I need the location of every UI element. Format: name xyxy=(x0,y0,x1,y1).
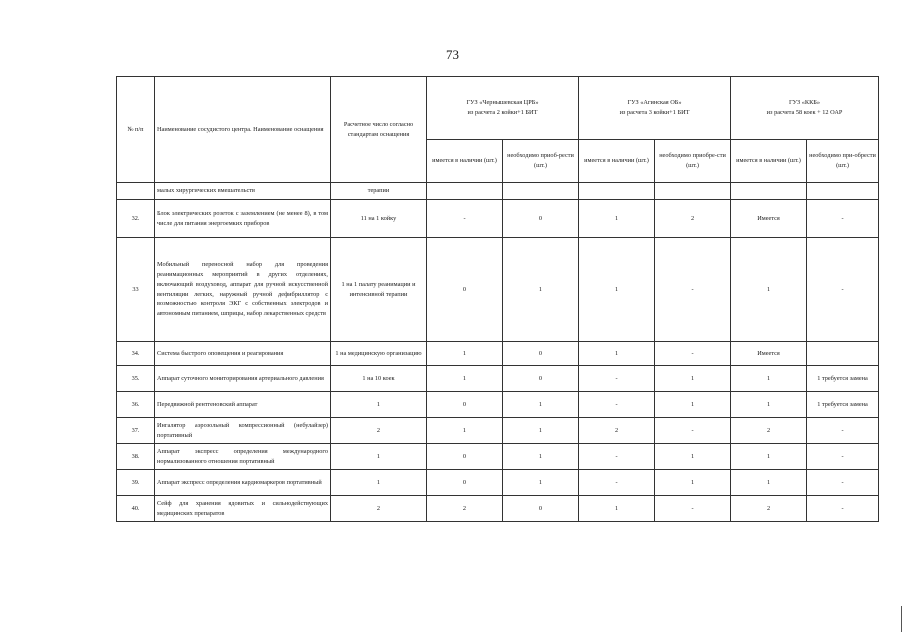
cell-value: - xyxy=(807,238,879,342)
cell-value: 1 xyxy=(427,418,503,444)
cell-value xyxy=(427,183,503,200)
header-needed: необходимо при-обрести (шт.) xyxy=(807,140,879,183)
cell-value: - xyxy=(579,444,655,470)
row-number: 38. xyxy=(117,444,155,470)
row-name: Система быстрого оповещения и реагирования xyxy=(155,342,331,366)
row-number: 34. xyxy=(117,342,155,366)
cell-value: 2 xyxy=(579,418,655,444)
cell-value xyxy=(807,183,879,200)
page-number: 73 xyxy=(446,47,459,62)
group-title: ГУЗ «Чернышевская ЦРБ» xyxy=(466,99,539,107)
row-name: Передвижной рентгеновский аппарат xyxy=(155,392,331,418)
cell-value: 0 xyxy=(503,200,579,238)
header-available: имеется в наличии (шт.) xyxy=(579,140,655,183)
cell-value: Имеется xyxy=(731,200,807,238)
row-number: 35. xyxy=(117,366,155,392)
row-norm: 1 xyxy=(331,470,427,496)
header-col-norm: Расчетное число согласно стандартам оснащения xyxy=(331,77,427,183)
table-row xyxy=(117,444,879,470)
row-number: 40. xyxy=(117,496,155,522)
cell-value xyxy=(579,183,655,200)
cell-value: 1 xyxy=(579,342,655,366)
row-norm: 1 на 1 палату реанимации и интенсивной терапии xyxy=(331,238,427,342)
cell-value: - xyxy=(807,444,879,470)
cell-value xyxy=(503,183,579,200)
row-name: Блок электрических розеток с заземлением (не менее 8), в том числе для питания энергоемких приборов xyxy=(155,200,331,238)
table-row xyxy=(117,418,879,444)
row-number: 33 xyxy=(117,238,155,342)
table-row xyxy=(117,392,879,418)
row-name: малых хирургических вмешательств xyxy=(155,183,331,200)
group-title: ГУЗ «ККБ» xyxy=(788,99,821,107)
cell-value: - xyxy=(807,418,879,444)
cell-value: 1 xyxy=(731,392,807,418)
row-name: Аппарат суточного мониторирования артериального давления xyxy=(155,366,331,392)
cell-value: 1 xyxy=(579,238,655,342)
header-group-kkb xyxy=(731,77,879,140)
cell-value: 1 xyxy=(655,470,731,496)
cell-value: - xyxy=(579,392,655,418)
cell-value: 1 требуется замена xyxy=(807,366,879,392)
cell-value: 1 xyxy=(579,496,655,522)
table-row xyxy=(117,342,879,366)
cell-value: 1 xyxy=(731,238,807,342)
cell-value: 1 xyxy=(503,238,579,342)
cell-value: 0 xyxy=(427,470,503,496)
cell-value: - xyxy=(655,418,731,444)
cell-value: - xyxy=(579,470,655,496)
cell-value: 0 xyxy=(427,444,503,470)
cell-value: - xyxy=(427,200,503,238)
cell-value: 1 xyxy=(655,444,731,470)
row-name: Сейф для хранения ядовитых и сильнодействующих медицинских препаратов xyxy=(155,496,331,522)
cell-value: 1 xyxy=(579,200,655,238)
cell-value: 0 xyxy=(427,238,503,342)
row-number: 39. xyxy=(117,470,155,496)
cell-value: 0 xyxy=(503,342,579,366)
header-needed: необходимо приобре-сти (шт.) xyxy=(655,140,731,183)
cell-value: - xyxy=(579,366,655,392)
group-title: ГУЗ «Агинская ОБ» xyxy=(627,99,682,107)
cell-value: 0 xyxy=(503,496,579,522)
table-row xyxy=(117,470,879,496)
cell-value xyxy=(807,342,879,366)
header-available: имеется в наличии (шт.) xyxy=(427,140,503,183)
cell-value: 1 xyxy=(503,470,579,496)
cell-value: 1 xyxy=(503,444,579,470)
cell-value: - xyxy=(807,470,879,496)
row-norm: 2 xyxy=(331,496,427,522)
cell-value: 1 xyxy=(655,366,731,392)
row-name: Мобильный переносной набор для проведения реанимационных мероприятий в других отделениях, включающий воздуховод, аппарат для ручной искусственной вентиляции легких, наружный ручной дефибриллятор с возможностью контроля ЭКГ с собственных электродов и автономным питанием, шприцы, набор лекарственных средств xyxy=(155,238,331,342)
row-number: 37. xyxy=(117,418,155,444)
row-norm: 11 на 1 койку xyxy=(331,200,427,238)
header-group-chernyshevsk xyxy=(427,77,579,140)
cell-value: Имеется xyxy=(731,342,807,366)
cell-value: - xyxy=(807,200,879,238)
cell-value: 1 xyxy=(427,342,503,366)
header-col-name: Наименование сосудистого центра. Наименование оснащения xyxy=(155,77,331,183)
cell-value: 1 xyxy=(427,366,503,392)
cell-value: 1 требуется замена xyxy=(807,392,879,418)
cell-value: 2 xyxy=(731,418,807,444)
table-row xyxy=(117,366,879,392)
cell-value: - xyxy=(807,496,879,522)
page-edge-line xyxy=(901,606,902,632)
group-subtitle: из расчета 2 койки+1 БИТ xyxy=(467,109,538,116)
header-col-number: № п/п xyxy=(117,77,155,183)
cell-value xyxy=(731,183,807,200)
cell-value: 1 xyxy=(655,392,731,418)
cell-value: 1 xyxy=(731,444,807,470)
row-norm: терапии xyxy=(331,183,427,200)
group-subtitle: из расчета 3 койки+1 БИТ xyxy=(619,109,690,116)
cell-value: 1 xyxy=(503,392,579,418)
table-row xyxy=(117,183,879,200)
row-number: 32. xyxy=(117,200,155,238)
row-norm: 1 xyxy=(331,392,427,418)
table-row xyxy=(117,496,879,522)
group-subtitle: из расчета 58 коек + 12 ОАР xyxy=(766,109,843,116)
cell-value: - xyxy=(655,496,731,522)
cell-value xyxy=(655,183,731,200)
table-row xyxy=(117,238,879,342)
table-row xyxy=(117,200,879,238)
row-norm: 1 xyxy=(331,444,427,470)
cell-value: 1 xyxy=(503,418,579,444)
header-group-aginsk xyxy=(579,77,731,140)
equipment-table xyxy=(116,76,879,522)
row-name: Аппарат экспресс определения международного нормализованного отношения портативный xyxy=(155,444,331,470)
row-norm: 1 на медицинскую организацию xyxy=(331,342,427,366)
row-number xyxy=(117,183,155,200)
row-norm: 1 на 10 коек xyxy=(331,366,427,392)
header-needed: необходимо приоб-рести (шт.) xyxy=(503,140,579,183)
cell-value: 2 xyxy=(427,496,503,522)
cell-value: - xyxy=(655,238,731,342)
row-name: Ингалятор аэрозольный компрессионный (небулайзер) портативный xyxy=(155,418,331,444)
cell-value: 1 xyxy=(731,366,807,392)
row-number: 36. xyxy=(117,392,155,418)
cell-value: 2 xyxy=(655,200,731,238)
row-name: Аппарат экспресс определения кардиомаркеров портативный xyxy=(155,470,331,496)
cell-value: 2 xyxy=(731,496,807,522)
cell-value: 1 xyxy=(731,470,807,496)
header-available: имеется в наличии (шт.) xyxy=(731,140,807,183)
cell-value: 0 xyxy=(427,392,503,418)
row-norm: 2 xyxy=(331,418,427,444)
cell-value: 0 xyxy=(503,366,579,392)
cell-value: - xyxy=(655,342,731,366)
